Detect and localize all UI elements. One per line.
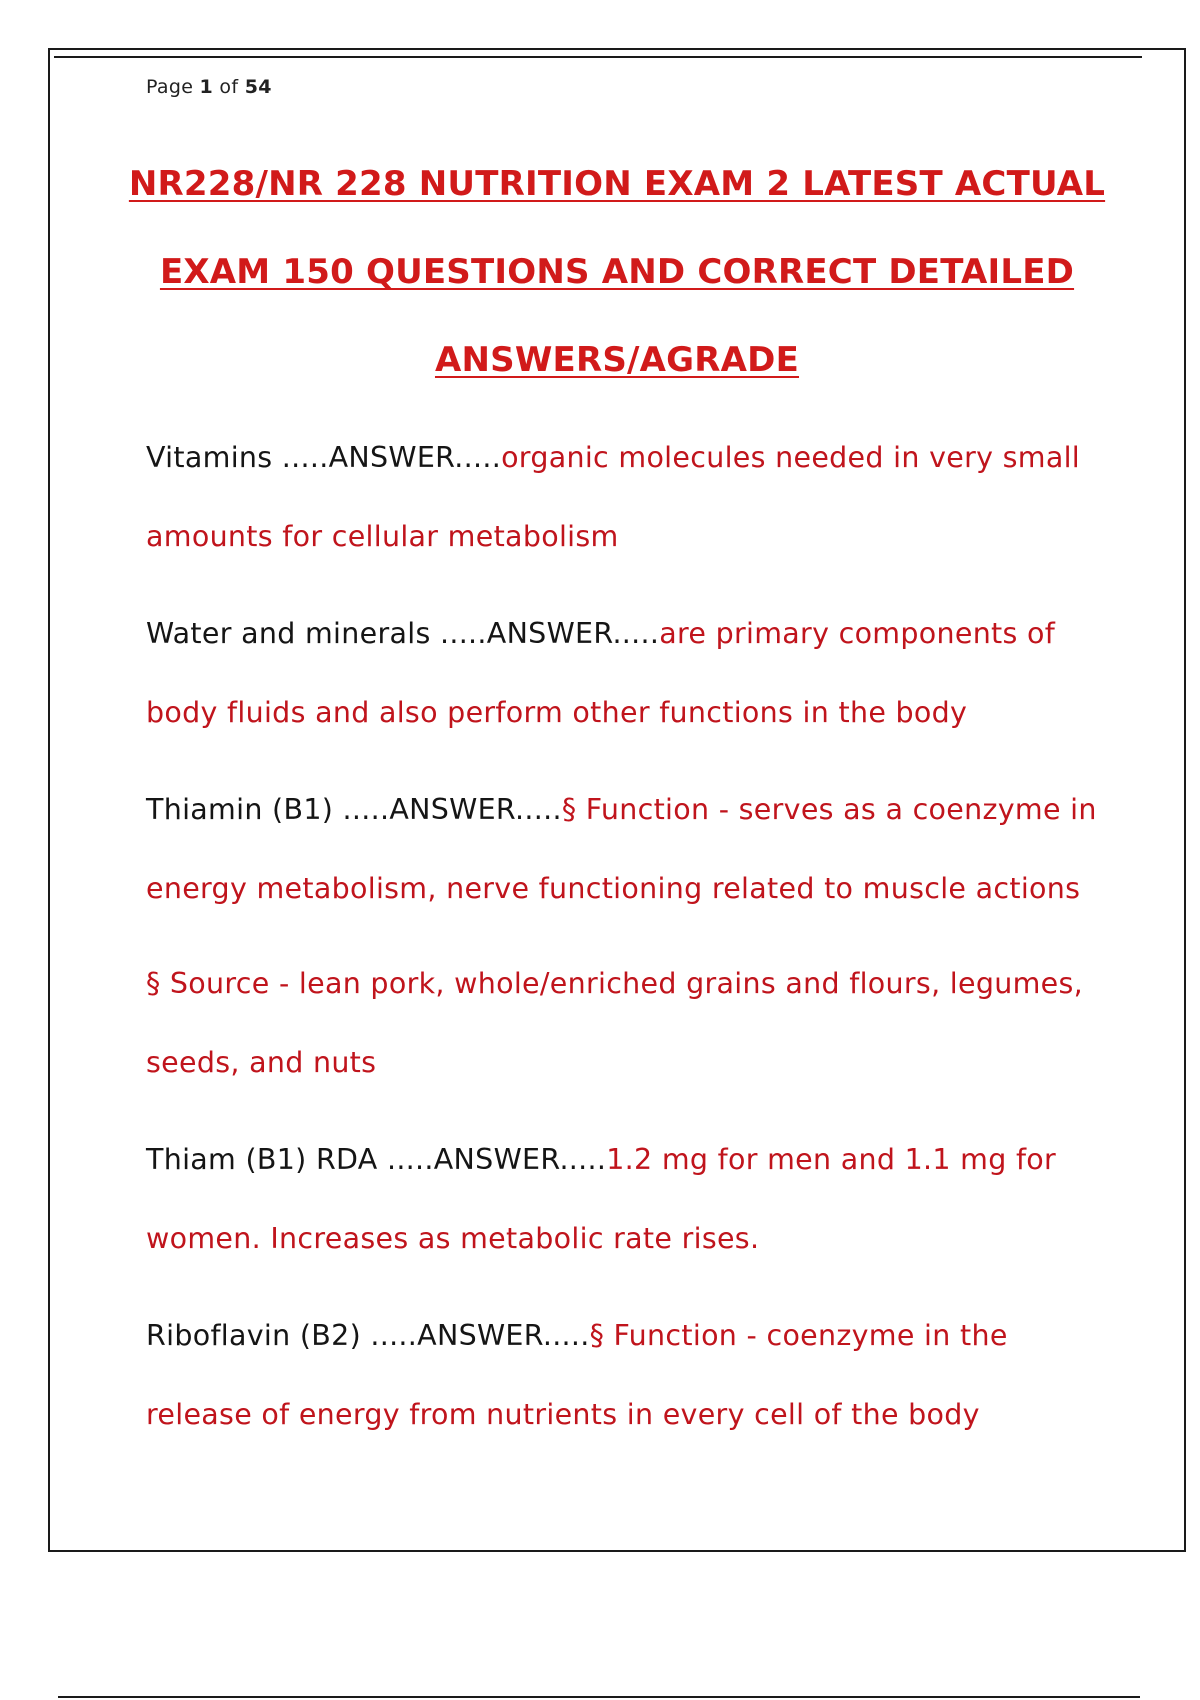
qa-term: Vitamins .....ANSWER..... bbox=[146, 441, 502, 474]
qa-answer: § Function - coenzyme in the release of energy from nutrients in every cell of the body bbox=[146, 1319, 1008, 1431]
page-label: Page bbox=[146, 76, 194, 98]
qa-list bbox=[146, 418, 1114, 1472]
page-total: 54 bbox=[244, 76, 272, 98]
qa-answer-extra: § Source - lean pork, whole/enriched grains and flours, legumes, seeds, and nuts bbox=[146, 967, 1084, 1079]
qa-term: Riboflavin (B2) .....ANSWER..... bbox=[146, 1319, 590, 1352]
document-title bbox=[90, 140, 1144, 404]
qa-term: Thiamin (B1) .....ANSWER..... bbox=[146, 793, 562, 826]
page-frame bbox=[48, 48, 1186, 1552]
qa-term: Thiam (B1) RDA .....ANSWER..... bbox=[146, 1143, 607, 1176]
qa-answer: are primary components of body fluids and also perform other functions in the body bbox=[146, 617, 1056, 729]
qa-item-thiamin bbox=[146, 770, 1114, 928]
qa-item-thiamin-source bbox=[146, 944, 1114, 1102]
page-number bbox=[146, 76, 272, 98]
qa-answer: organic molecules needed in very small amounts for cellular metabolism bbox=[146, 441, 1081, 553]
title-line-3: ANSWERS/AGRADE bbox=[434, 340, 800, 380]
title-line-2: EXAM 150 QUESTIONS AND CORRECT DETAILED bbox=[159, 252, 1075, 292]
title-line-1: NR228/NR 228 NUTRITION EXAM 2 LATEST ACTUAL bbox=[128, 164, 1106, 204]
bottom-rule bbox=[58, 1696, 1140, 1698]
qa-answer: § Function - serves as a coenzyme in energy metabolism, nerve functioning related to muscle actions bbox=[146, 793, 1097, 905]
top-rule bbox=[54, 56, 1142, 58]
qa-answer: 1.2 mg for men and 1.1 mg for women. Increases as metabolic rate rises. bbox=[146, 1143, 1057, 1255]
qa-item-water-minerals bbox=[146, 594, 1114, 752]
qa-item-vitamins bbox=[146, 418, 1114, 576]
page-current: 1 bbox=[199, 76, 214, 98]
qa-term: Water and minerals .....ANSWER..... bbox=[146, 617, 660, 650]
page-of-label: of bbox=[219, 76, 239, 98]
qa-item-riboflavin bbox=[146, 1296, 1114, 1454]
qa-item-thiamin-rda bbox=[146, 1120, 1114, 1278]
